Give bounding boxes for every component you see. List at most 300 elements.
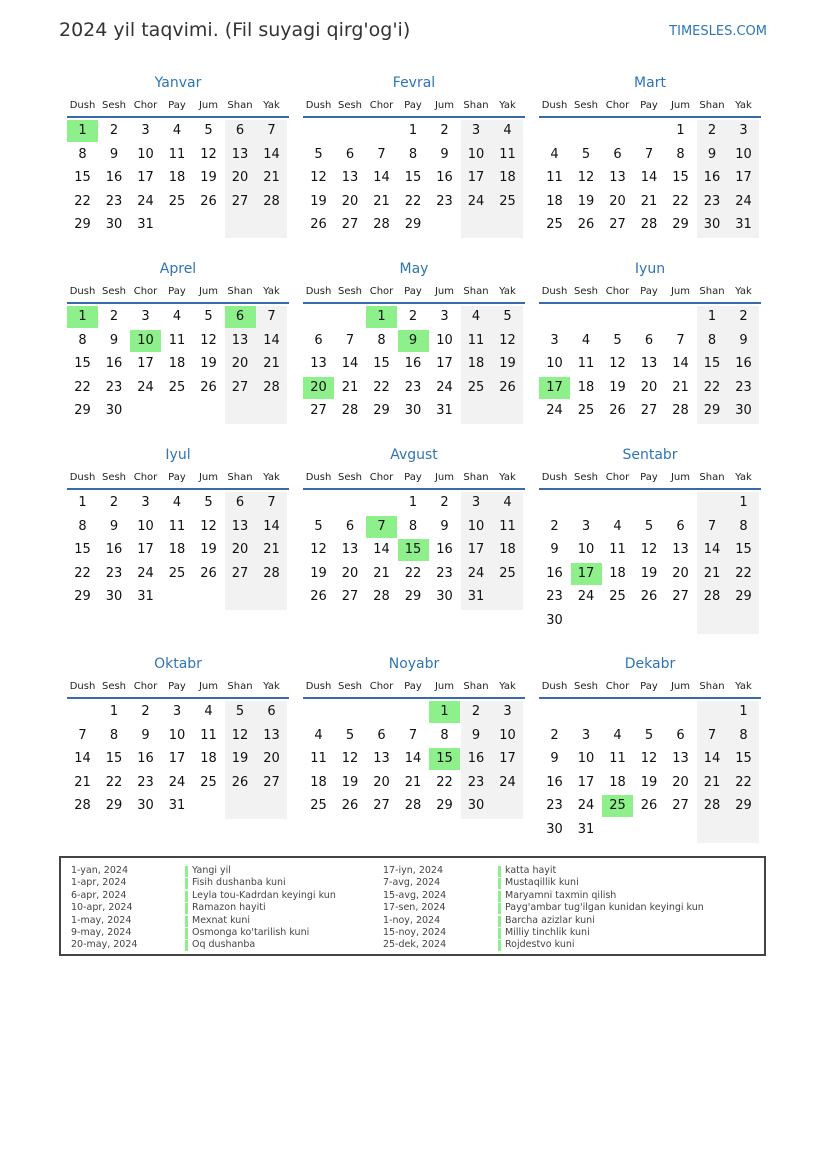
- day-cell: 1: [67, 120, 98, 142]
- day-cell: 13: [672, 751, 689, 767]
- weekday-label: Pay: [168, 472, 186, 483]
- day-cell: 19: [310, 565, 327, 581]
- month-name: Sentabr: [622, 447, 678, 463]
- legend-holiday-name: katta hayit: [505, 865, 557, 876]
- weekday-label: Dush: [305, 681, 332, 692]
- day-cell: 4: [172, 495, 182, 510]
- day-cell: 29: [404, 589, 422, 605]
- day-cell: 18: [310, 774, 327, 790]
- day-cell: 23: [105, 193, 123, 209]
- day-cell: 30: [137, 798, 154, 814]
- day-cell: 23: [105, 565, 123, 581]
- day-cell: 9: [398, 330, 429, 352]
- day-cell: 11: [499, 518, 516, 534]
- day-cell: 15: [404, 170, 422, 186]
- day-cell: 2: [550, 727, 559, 743]
- month-name: Iyun: [634, 261, 666, 277]
- day-cell: 22: [105, 774, 123, 790]
- day-cell: 12: [200, 518, 217, 534]
- day-cell: 6: [676, 518, 685, 534]
- weekday-label: Jum: [198, 472, 219, 483]
- legend-holiday-name: Maryamni taxmin qilish: [505, 889, 617, 901]
- day-cell: 11: [200, 727, 217, 743]
- day-cell: 6: [377, 727, 386, 743]
- day-cell: 4: [550, 146, 559, 162]
- day-cell: 30: [703, 217, 721, 233]
- month-name: Oktabr: [154, 656, 202, 672]
- day-cell: 2: [550, 518, 559, 534]
- weekday-label: Dush: [69, 681, 96, 692]
- day-cell: 28: [341, 403, 359, 419]
- day-cell: 16: [105, 356, 123, 372]
- day-cell: 2: [141, 704, 150, 719]
- day-cell: 10: [577, 751, 595, 767]
- day-cell: 11: [609, 542, 626, 558]
- weekday-label: Pay: [168, 286, 186, 297]
- day-cell: 31: [137, 217, 154, 233]
- day-cell: 2: [109, 309, 119, 324]
- day-cell: 1: [408, 495, 418, 510]
- day-cell: 5: [314, 146, 323, 162]
- day-cell: 23: [546, 589, 563, 605]
- day-cell: 4: [503, 123, 512, 138]
- weekday-label: Dush: [305, 286, 332, 297]
- day-cell: 6: [345, 146, 355, 162]
- day-cell: 14: [640, 170, 658, 186]
- weekday-label: Dush: [69, 286, 96, 297]
- day-cell: 10: [577, 542, 595, 558]
- day-cell: 27: [609, 217, 626, 233]
- day-cell: 13: [263, 727, 280, 743]
- weekday-label: Shan: [463, 100, 489, 111]
- day-cell: 18: [168, 170, 186, 186]
- day-cell: 15: [74, 542, 91, 558]
- weekday-label: Yak: [735, 681, 752, 692]
- weekday-label: Pay: [404, 472, 422, 483]
- day-cell: 7: [707, 518, 717, 534]
- day-cell: 16: [467, 751, 485, 767]
- day-cell: 20: [231, 356, 249, 372]
- day-cell: 27: [373, 798, 390, 814]
- day-cell: 26: [609, 403, 626, 419]
- day-cell: 17: [137, 356, 154, 372]
- day-cell: 16: [404, 356, 422, 372]
- weekday-header: [539, 472, 761, 490]
- day-cell: 28: [640, 217, 658, 233]
- legend-date: 25-dek, 2024: [383, 939, 447, 951]
- day-cell: 2: [440, 123, 449, 138]
- day-cell: 3: [503, 704, 512, 719]
- day-cell: 15: [735, 751, 752, 767]
- day-cell: 16: [436, 542, 453, 558]
- month-name: Avgust: [390, 447, 438, 463]
- day-cell: 26: [640, 798, 658, 814]
- weekday-label: Jum: [434, 681, 455, 692]
- day-cell: 6: [235, 123, 245, 138]
- day-cell: 19: [200, 542, 217, 558]
- day-cell: 18: [168, 542, 186, 558]
- day-cell: 9: [707, 146, 717, 162]
- day-cell: 28: [263, 193, 280, 209]
- legend-holiday-name: Oq dushanba: [192, 939, 256, 951]
- day-cell: 19: [200, 356, 217, 372]
- weekday-label: Chor: [605, 681, 630, 692]
- day-cell: 13: [640, 356, 658, 372]
- day-cell: 10: [546, 356, 563, 372]
- day-cell: 26: [341, 798, 359, 814]
- day-cell: 26: [310, 589, 327, 605]
- legend-marker: [185, 878, 188, 889]
- day-cell: 21: [672, 379, 689, 395]
- day-cell: 13: [231, 146, 249, 162]
- day-cell: 25: [168, 379, 186, 395]
- day-cell: 19: [499, 356, 516, 372]
- weekday-label: Pay: [404, 681, 422, 692]
- weekday-label: Yak: [263, 681, 280, 692]
- day-cell: 5: [644, 518, 654, 534]
- day-cell: 10: [436, 332, 453, 348]
- weekday-label: Shan: [227, 100, 253, 111]
- weekday-label: Sesh: [573, 100, 599, 111]
- day-cell: 20: [341, 193, 359, 209]
- day-cell: 3: [581, 727, 591, 743]
- day-cell: 18: [168, 356, 186, 372]
- legend-marker: [185, 903, 188, 914]
- day-cell: 7: [366, 516, 397, 538]
- weekday-label: Dush: [541, 681, 568, 692]
- day-cell: 15: [105, 751, 123, 767]
- day-cell: 30: [105, 217, 123, 233]
- weekday-label: Shan: [699, 681, 725, 692]
- day-cell: 15: [74, 170, 91, 186]
- weekday-label: Yak: [263, 286, 280, 297]
- weekday-label: Yak: [499, 100, 516, 111]
- weekday-label: Chor: [605, 286, 630, 297]
- day-cell: 7: [267, 495, 276, 510]
- day-cell: 25: [499, 193, 516, 209]
- day-cell: 22: [373, 379, 390, 395]
- site-link[interactable]: TIMESLES.COM: [669, 24, 767, 39]
- day-cell: 27: [310, 403, 327, 419]
- legend-date: 17-sen, 2024: [383, 902, 446, 914]
- day-cell: 27: [341, 589, 359, 605]
- month-name: Fevral: [392, 75, 436, 91]
- weekday-label: Shan: [699, 472, 725, 483]
- day-cell: 10: [137, 146, 154, 162]
- day-cell: 13: [310, 356, 327, 372]
- day-cell: 27: [231, 565, 249, 581]
- day-cell: 7: [644, 146, 654, 162]
- weekday-label: Dush: [541, 286, 568, 297]
- weekday-label: Sesh: [573, 681, 599, 692]
- day-cell: 29: [672, 217, 689, 233]
- day-cell: 26: [640, 589, 658, 605]
- day-cell: 24: [168, 774, 186, 790]
- day-cell: 17: [539, 377, 570, 399]
- weekday-label: Dush: [541, 100, 568, 111]
- weekday-label: Jum: [670, 681, 691, 692]
- day-cell: 14: [672, 356, 689, 372]
- day-cell: 3: [739, 123, 748, 138]
- day-cell: 11: [609, 751, 626, 767]
- legend-marker: [498, 891, 501, 902]
- legend-marker: [185, 891, 188, 902]
- day-cell: 8: [78, 332, 87, 348]
- day-cell: 14: [341, 356, 359, 372]
- day-cell: 7: [345, 332, 355, 348]
- day-cell: 28: [703, 589, 721, 605]
- legend-date: 20-may, 2024: [71, 939, 138, 951]
- weekday-label: Pay: [404, 286, 422, 297]
- day-cell: 15: [672, 170, 689, 186]
- weekday-label: Chor: [369, 472, 394, 483]
- day-cell: 9: [550, 542, 559, 558]
- day-cell: 26: [577, 217, 595, 233]
- weekday-label: Jum: [198, 100, 219, 111]
- day-cell: 22: [74, 565, 91, 581]
- weekday-label: Chor: [369, 286, 394, 297]
- day-cell: 21: [373, 193, 390, 209]
- day-cell: 18: [200, 751, 217, 767]
- legend-date: 1-yan, 2024: [71, 865, 128, 876]
- weekday-label: Shan: [463, 286, 489, 297]
- legend-marker: [185, 916, 188, 927]
- day-cell: 25: [602, 795, 633, 817]
- day-cell: 19: [341, 774, 359, 790]
- day-cell: 17: [499, 751, 516, 767]
- day-cell: 15: [74, 356, 91, 372]
- day-cell: 4: [613, 727, 622, 743]
- weekday-label: Sesh: [337, 681, 363, 692]
- day-cell: 9: [109, 146, 119, 162]
- weekday-label: Sesh: [101, 100, 127, 111]
- day-cell: 12: [310, 170, 327, 186]
- weekday-label: Sesh: [101, 286, 127, 297]
- weekday-label: Jum: [434, 286, 455, 297]
- day-cell: 30: [546, 613, 563, 628]
- day-cell: 22: [404, 565, 422, 581]
- day-cell: 16: [546, 774, 563, 790]
- day-cell: 27: [672, 589, 689, 605]
- day-cell: 7: [267, 309, 276, 324]
- legend-date: 1-noy, 2024: [383, 914, 441, 926]
- day-cell: 3: [471, 123, 481, 138]
- weekday-label: Chor: [605, 472, 630, 483]
- day-cell: 5: [644, 727, 654, 743]
- weekday-header: [539, 286, 761, 304]
- day-cell: 4: [204, 704, 213, 719]
- weekday-label: Jum: [670, 472, 691, 483]
- day-cell: 24: [577, 589, 595, 605]
- day-cell: 29: [373, 403, 390, 419]
- weekday-label: Yak: [735, 286, 752, 297]
- day-cell: 14: [74, 751, 91, 767]
- day-cell: 9: [141, 727, 150, 743]
- day-cell: 11: [168, 332, 186, 348]
- day-cell: 22: [735, 565, 752, 581]
- day-cell: 23: [467, 774, 485, 790]
- day-cell: 19: [640, 774, 658, 790]
- day-cell: 7: [267, 123, 276, 138]
- day-cell: 18: [467, 356, 485, 372]
- day-cell: 23: [105, 379, 123, 395]
- weekday-label: Dush: [69, 100, 96, 111]
- weekday-label: Yak: [499, 681, 516, 692]
- day-cell: 31: [577, 822, 595, 837]
- day-cell: 25: [577, 403, 595, 419]
- day-cell: 30: [546, 822, 563, 837]
- legend-date: 15-avg, 2024: [383, 889, 447, 901]
- day-cell: 15: [429, 748, 460, 770]
- day-cell: 11: [310, 751, 327, 767]
- day-cell: 27: [640, 403, 658, 419]
- day-cell: 30: [105, 589, 123, 605]
- day-cell: 25: [168, 565, 186, 581]
- day-cell: 21: [263, 542, 280, 558]
- day-cell: 10: [467, 146, 485, 162]
- day-cell: 21: [640, 193, 658, 209]
- day-cell: 25: [546, 217, 563, 233]
- day-cell: 21: [341, 379, 359, 395]
- day-cell: 25: [168, 193, 186, 209]
- legend-marker: [185, 940, 188, 951]
- day-cell: 5: [204, 495, 213, 510]
- day-cell: 13: [609, 170, 626, 186]
- weekday-label: Dush: [541, 472, 568, 483]
- weekday-label: Jum: [198, 681, 219, 692]
- day-cell: 20: [672, 565, 689, 581]
- weekday-label: Chor: [605, 100, 630, 111]
- day-cell: 2: [440, 495, 449, 510]
- day-cell: 8: [408, 146, 418, 162]
- day-cell: 10: [467, 518, 485, 534]
- day-cell: 8: [739, 518, 748, 534]
- day-cell: 24: [499, 774, 516, 790]
- weekday-label: Chor: [133, 100, 158, 111]
- day-cell: 22: [74, 379, 91, 395]
- day-cell: 8: [440, 727, 449, 743]
- weekday-label: Shan: [463, 681, 489, 692]
- day-cell: 14: [703, 751, 721, 767]
- day-cell: 26: [231, 774, 249, 790]
- day-cell: 24: [436, 379, 453, 395]
- day-cell: 6: [345, 518, 355, 534]
- weekday-label: Sesh: [573, 472, 599, 483]
- day-cell: 25: [499, 565, 516, 581]
- day-cell: 4: [172, 123, 182, 138]
- weekday-label: Sesh: [337, 286, 363, 297]
- legend-holiday-name: Rojdestvo kuni: [505, 939, 575, 951]
- month-name: Aprel: [159, 261, 197, 277]
- day-cell: 3: [471, 495, 481, 510]
- legend-holiday-name: Mustaqillik kuni: [505, 877, 579, 889]
- legend-holiday-name: Ramazon hayiti: [192, 902, 266, 914]
- day-cell: 6: [676, 727, 685, 743]
- day-cell: 13: [231, 518, 249, 534]
- day-cell: 4: [172, 309, 182, 324]
- day-cell: 4: [471, 309, 481, 324]
- day-cell: 11: [168, 146, 186, 162]
- day-cell: 6: [613, 146, 622, 162]
- day-cell: 23: [703, 193, 721, 209]
- day-cell: 4: [613, 518, 622, 534]
- weekday-label: Shan: [227, 472, 253, 483]
- day-cell: 3: [172, 704, 182, 719]
- day-cell: 28: [703, 798, 721, 814]
- day-cell: 31: [467, 589, 485, 605]
- day-cell: 19: [609, 379, 626, 395]
- legend-holiday-name: Milliy tinchlik kuni: [505, 927, 590, 938]
- weekday-label: Sesh: [337, 100, 363, 111]
- weekday-label: Chor: [133, 472, 158, 483]
- day-cell: 29: [74, 217, 91, 233]
- day-cell: 21: [404, 774, 422, 790]
- day-cell: 6: [644, 332, 654, 348]
- weekday-header: [303, 286, 525, 304]
- day-cell: 27: [231, 193, 249, 209]
- day-cell: 28: [373, 589, 390, 605]
- day-cell: 3: [141, 309, 150, 324]
- day-cell: 6: [314, 332, 323, 348]
- day-cell: 13: [672, 542, 689, 558]
- weekday-label: Pay: [640, 681, 658, 692]
- day-cell: 18: [577, 379, 595, 395]
- day-cell: 16: [546, 565, 563, 581]
- day-cell: 1: [67, 306, 98, 328]
- legend-holiday-name: Osmonga ko'tarilish kuni: [192, 927, 310, 938]
- day-cell: 23: [436, 565, 453, 581]
- weekday-header: [303, 472, 525, 490]
- weekday-label: Pay: [168, 681, 186, 692]
- day-cell: 7: [377, 146, 386, 162]
- day-cell: 19: [577, 193, 595, 209]
- day-cell: 3: [141, 495, 150, 510]
- day-cell: 30: [105, 403, 123, 419]
- day-cell: 9: [739, 332, 748, 348]
- day-cell: 6: [267, 704, 276, 719]
- day-cell: 26: [310, 217, 327, 233]
- day-cell: 22: [672, 193, 689, 209]
- legend-marker: [498, 903, 501, 914]
- month-name: Iyul: [165, 447, 191, 463]
- day-cell: 17: [137, 542, 154, 558]
- day-cell: 12: [640, 542, 658, 558]
- day-cell: 18: [609, 565, 626, 581]
- day-cell: 11: [168, 518, 186, 534]
- day-cell: 29: [74, 589, 91, 605]
- day-cell: 7: [676, 332, 685, 348]
- day-cell: 9: [109, 518, 119, 534]
- day-cell: 17: [577, 774, 595, 790]
- weekday-header: [67, 100, 289, 118]
- day-cell: 20: [373, 774, 390, 790]
- legend-date: 1-may, 2024: [71, 914, 132, 926]
- day-cell: 19: [200, 170, 217, 186]
- weekday-label: Jum: [670, 100, 691, 111]
- day-cell: 1: [366, 306, 397, 328]
- day-cell: 5: [613, 332, 622, 348]
- day-cell: 23: [137, 774, 154, 790]
- day-cell: 24: [137, 379, 154, 395]
- month-name: Mart: [634, 75, 666, 91]
- weekday-label: Sesh: [101, 472, 127, 483]
- day-cell: 28: [263, 379, 280, 395]
- legend-marker: [498, 928, 501, 939]
- day-cell: 1: [109, 704, 119, 719]
- day-cell: 10: [499, 727, 516, 743]
- day-cell: 12: [231, 727, 249, 743]
- day-cell: 1: [739, 704, 748, 719]
